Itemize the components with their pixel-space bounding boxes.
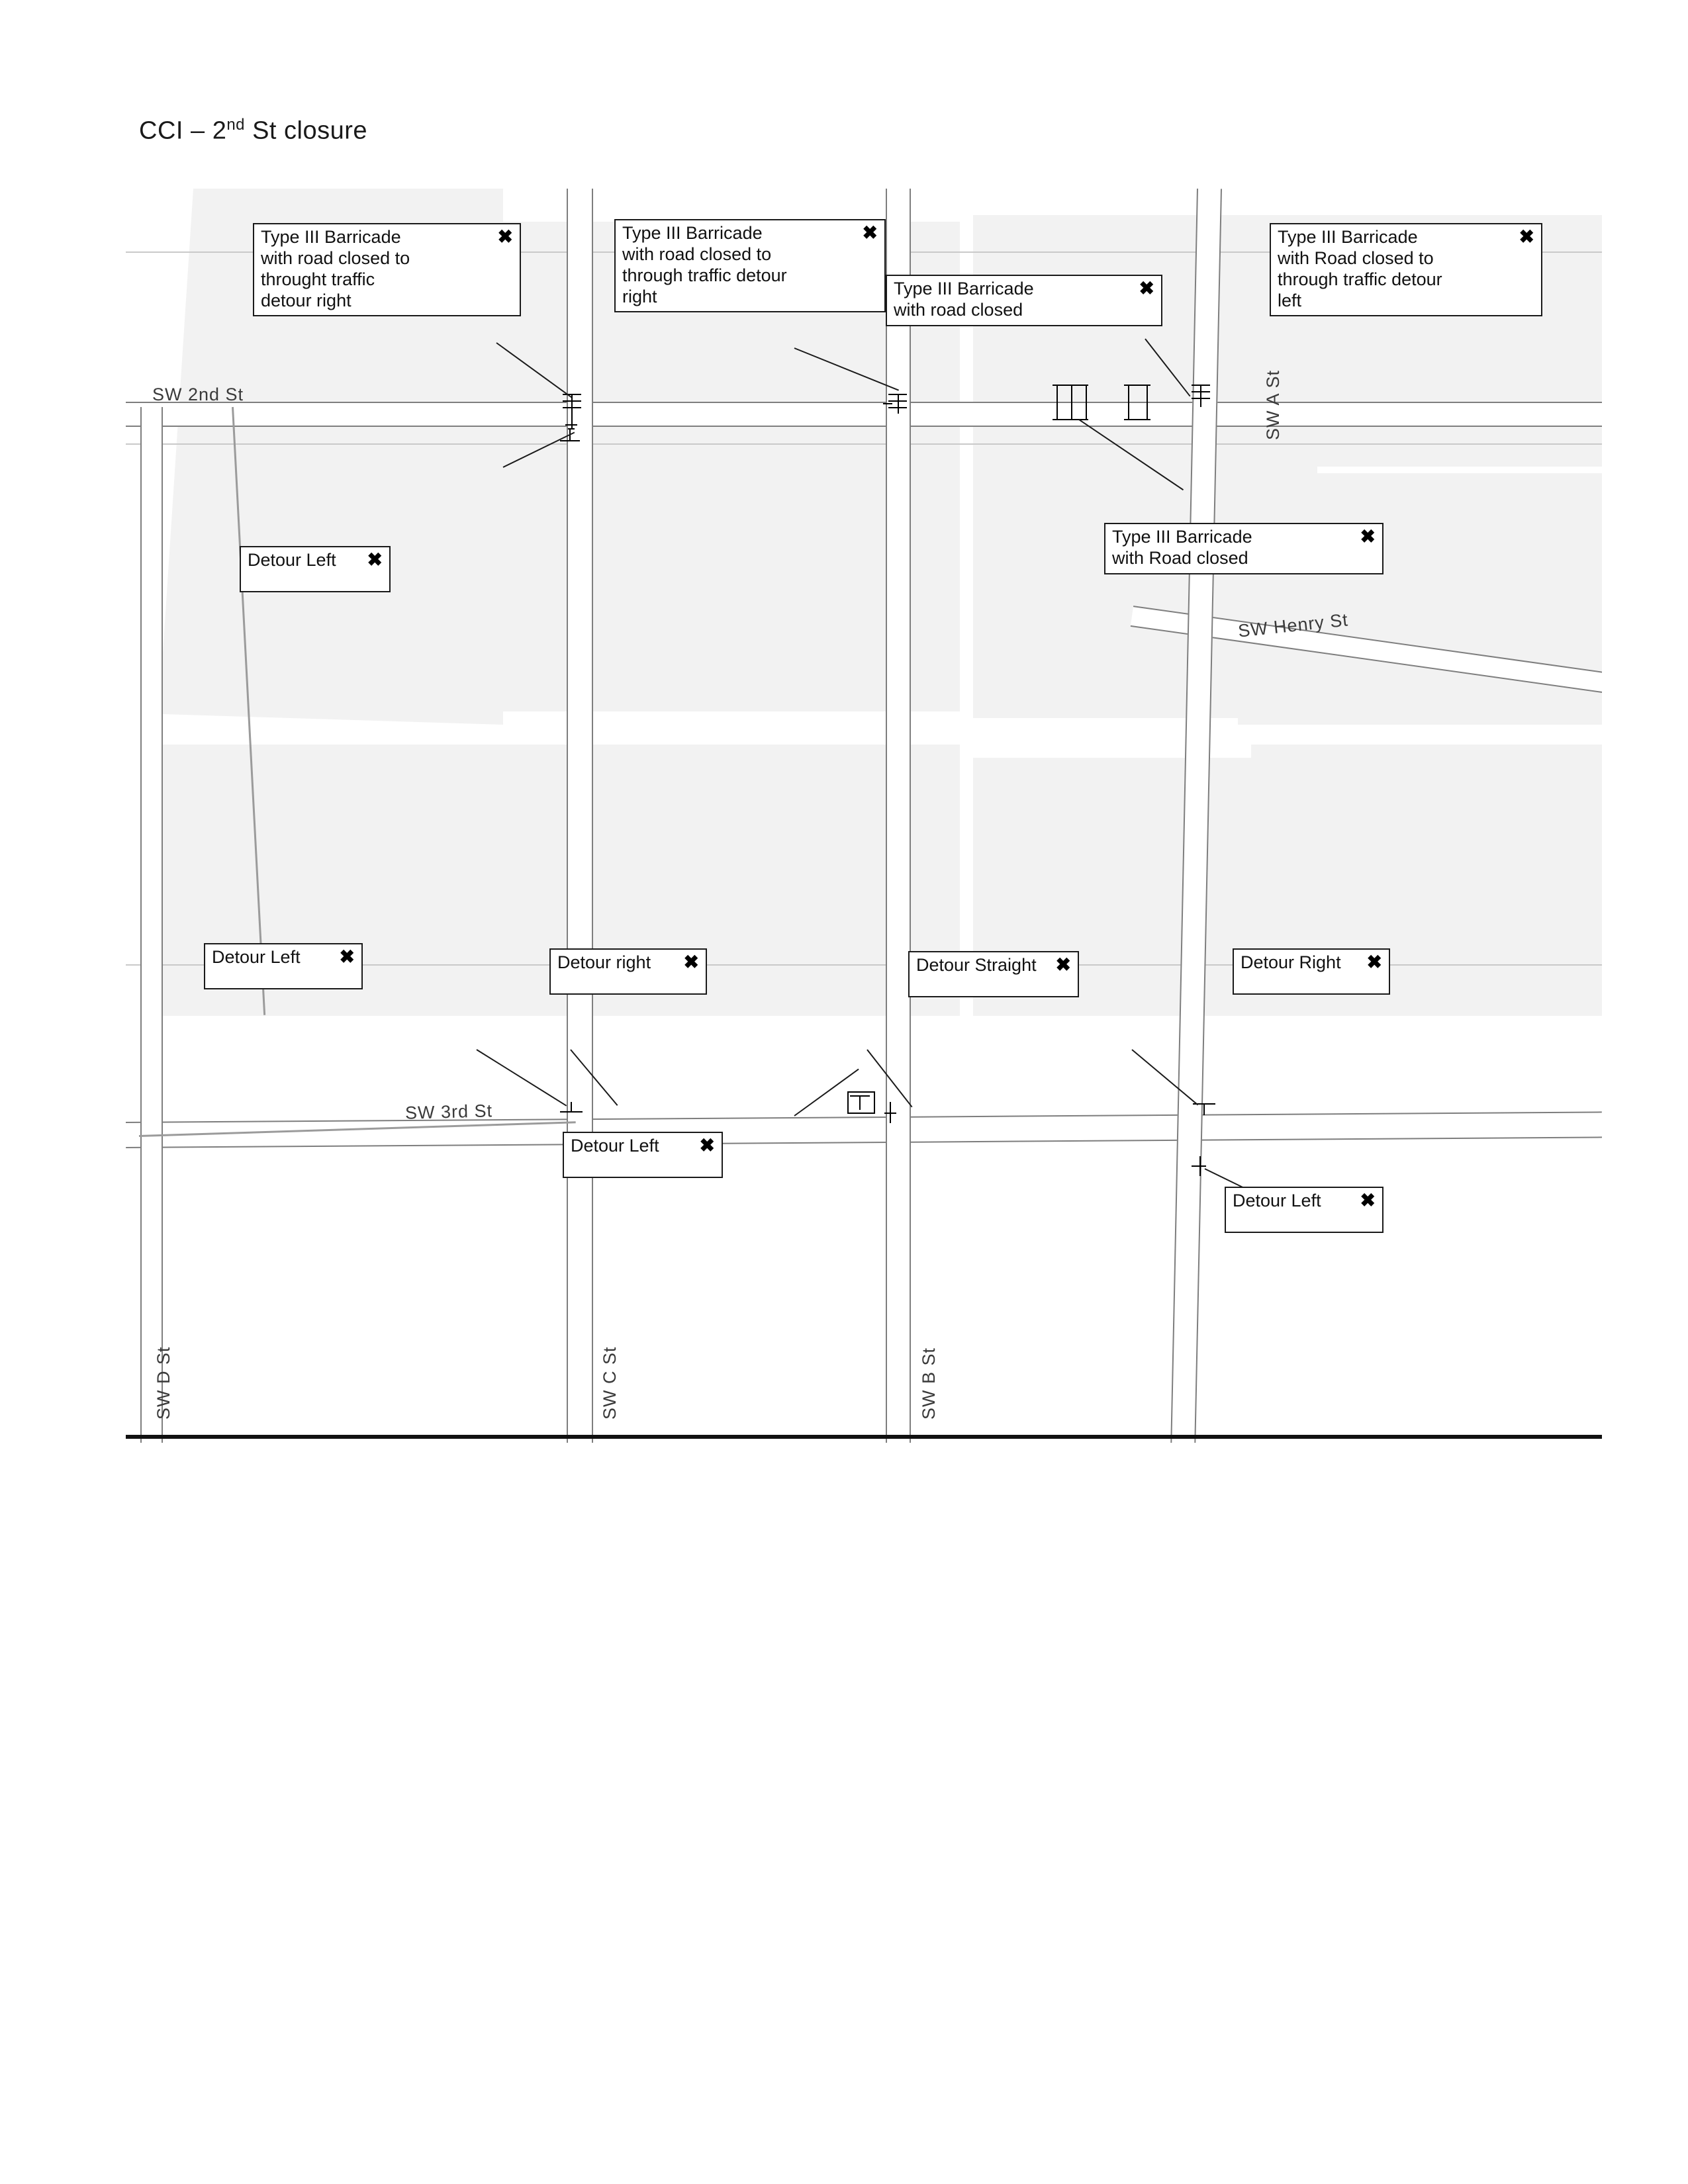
leader-detour-left-3rd-d	[476, 1049, 567, 1106]
callout-barricade-2nd-c[interactable]	[253, 223, 521, 316]
callout-detour-straight-3rd-b[interactable]	[908, 951, 1079, 997]
callout-line: Detour right	[557, 952, 651, 972]
callout-detour-left-2nd-c[interactable]	[240, 546, 391, 592]
callout-line: with road closed to	[261, 248, 410, 268]
callout-barricade-2nd-a[interactable]	[1270, 223, 1542, 316]
close-icon[interactable]: ✖	[1366, 952, 1382, 972]
label-sw-c-st: SW C St	[600, 1346, 620, 1420]
close-icon[interactable]: ✖	[497, 226, 513, 247]
street-sw-c-st	[567, 189, 593, 1443]
label-sw-henry-st: SW Henry St	[1237, 610, 1350, 641]
close-icon[interactable]: ✖	[339, 946, 355, 967]
callout-line: through traffic detour	[1278, 269, 1442, 289]
label-sw-a-st: SW A St	[1263, 369, 1283, 440]
callout-barricade-2nd-b[interactable]	[614, 219, 886, 312]
callout-line: Type III Barricade	[1278, 227, 1418, 247]
callout-line: Type III Barricade	[261, 227, 401, 247]
callout-line: Type III Barricade	[622, 223, 763, 243]
close-icon[interactable]: ✖	[1519, 226, 1534, 247]
callout-barricade-henry[interactable]	[1104, 523, 1383, 574]
callout-detour-left-3rd-mid[interactable]	[563, 1132, 723, 1178]
callout-line: Detour Left	[248, 550, 336, 570]
block-e-henry	[1238, 473, 1602, 725]
close-icon[interactable]: ✖	[1139, 278, 1154, 298]
callout-line: with road closed	[894, 299, 1023, 320]
page-title-sup: nd	[226, 116, 246, 134]
callout-line: Detour Left	[1233, 1191, 1321, 1210]
label-sw-b-st: SW B St	[919, 1347, 939, 1420]
close-icon[interactable]: ✖	[862, 222, 878, 243]
callout-line: Type III Barricade	[1112, 527, 1252, 547]
map-bottom-border	[126, 1435, 1602, 1439]
callout-line: throught traffic	[261, 269, 375, 289]
callout-line: with road closed to	[622, 244, 772, 264]
close-icon[interactable]: ✖	[699, 1135, 715, 1156]
close-icon[interactable]: ✖	[367, 549, 383, 570]
close-icon[interactable]: ✖	[1055, 954, 1071, 975]
callout-line: with Road closed to	[1278, 248, 1434, 268]
street-sw-b-st	[886, 189, 911, 1443]
callout-detour-right-3rd-a[interactable]	[1233, 948, 1390, 995]
street-sw-2nd-st	[126, 402, 1602, 427]
callout-detour-left-a-south[interactable]	[1225, 1187, 1383, 1233]
callout-line: Detour Right	[1241, 952, 1341, 972]
page-title	[139, 116, 367, 146]
callout-detour-left-3rd-d[interactable]	[204, 943, 363, 989]
page-title-prefix: CCI – 2	[139, 116, 227, 145]
close-icon[interactable]: ✖	[683, 952, 699, 972]
callout-line: left	[1278, 290, 1302, 310]
close-icon[interactable]: ✖	[1360, 526, 1376, 547]
callout-line: detour right	[261, 290, 352, 310]
label-sw-3rd-st: SW 3rd St	[404, 1101, 493, 1123]
map-canvas	[126, 189, 1602, 1443]
close-icon[interactable]: ✖	[1360, 1190, 1376, 1210]
callout-line: with Road closed	[1112, 547, 1248, 568]
callout-line: Detour Straight	[916, 955, 1037, 975]
callout-detour-right-3rd-c[interactable]	[549, 948, 707, 995]
callout-line: right	[622, 286, 657, 306]
label-sw-d-st: SW D St	[154, 1346, 173, 1420]
page-title-suffix: St closure	[245, 116, 368, 145]
street-sw-d-st	[140, 407, 163, 1443]
callout-barricade-2nd-mid[interactable]	[886, 275, 1162, 326]
callout-line: Detour Left	[571, 1136, 659, 1156]
callout-line: Detour Left	[212, 947, 301, 967]
scan-line-mid	[126, 443, 1602, 445]
callout-line: through traffic detour	[622, 265, 787, 285]
label-sw-2nd-st: SW 2nd St	[152, 385, 244, 404]
callout-line: Type III Barricade	[894, 279, 1034, 298]
